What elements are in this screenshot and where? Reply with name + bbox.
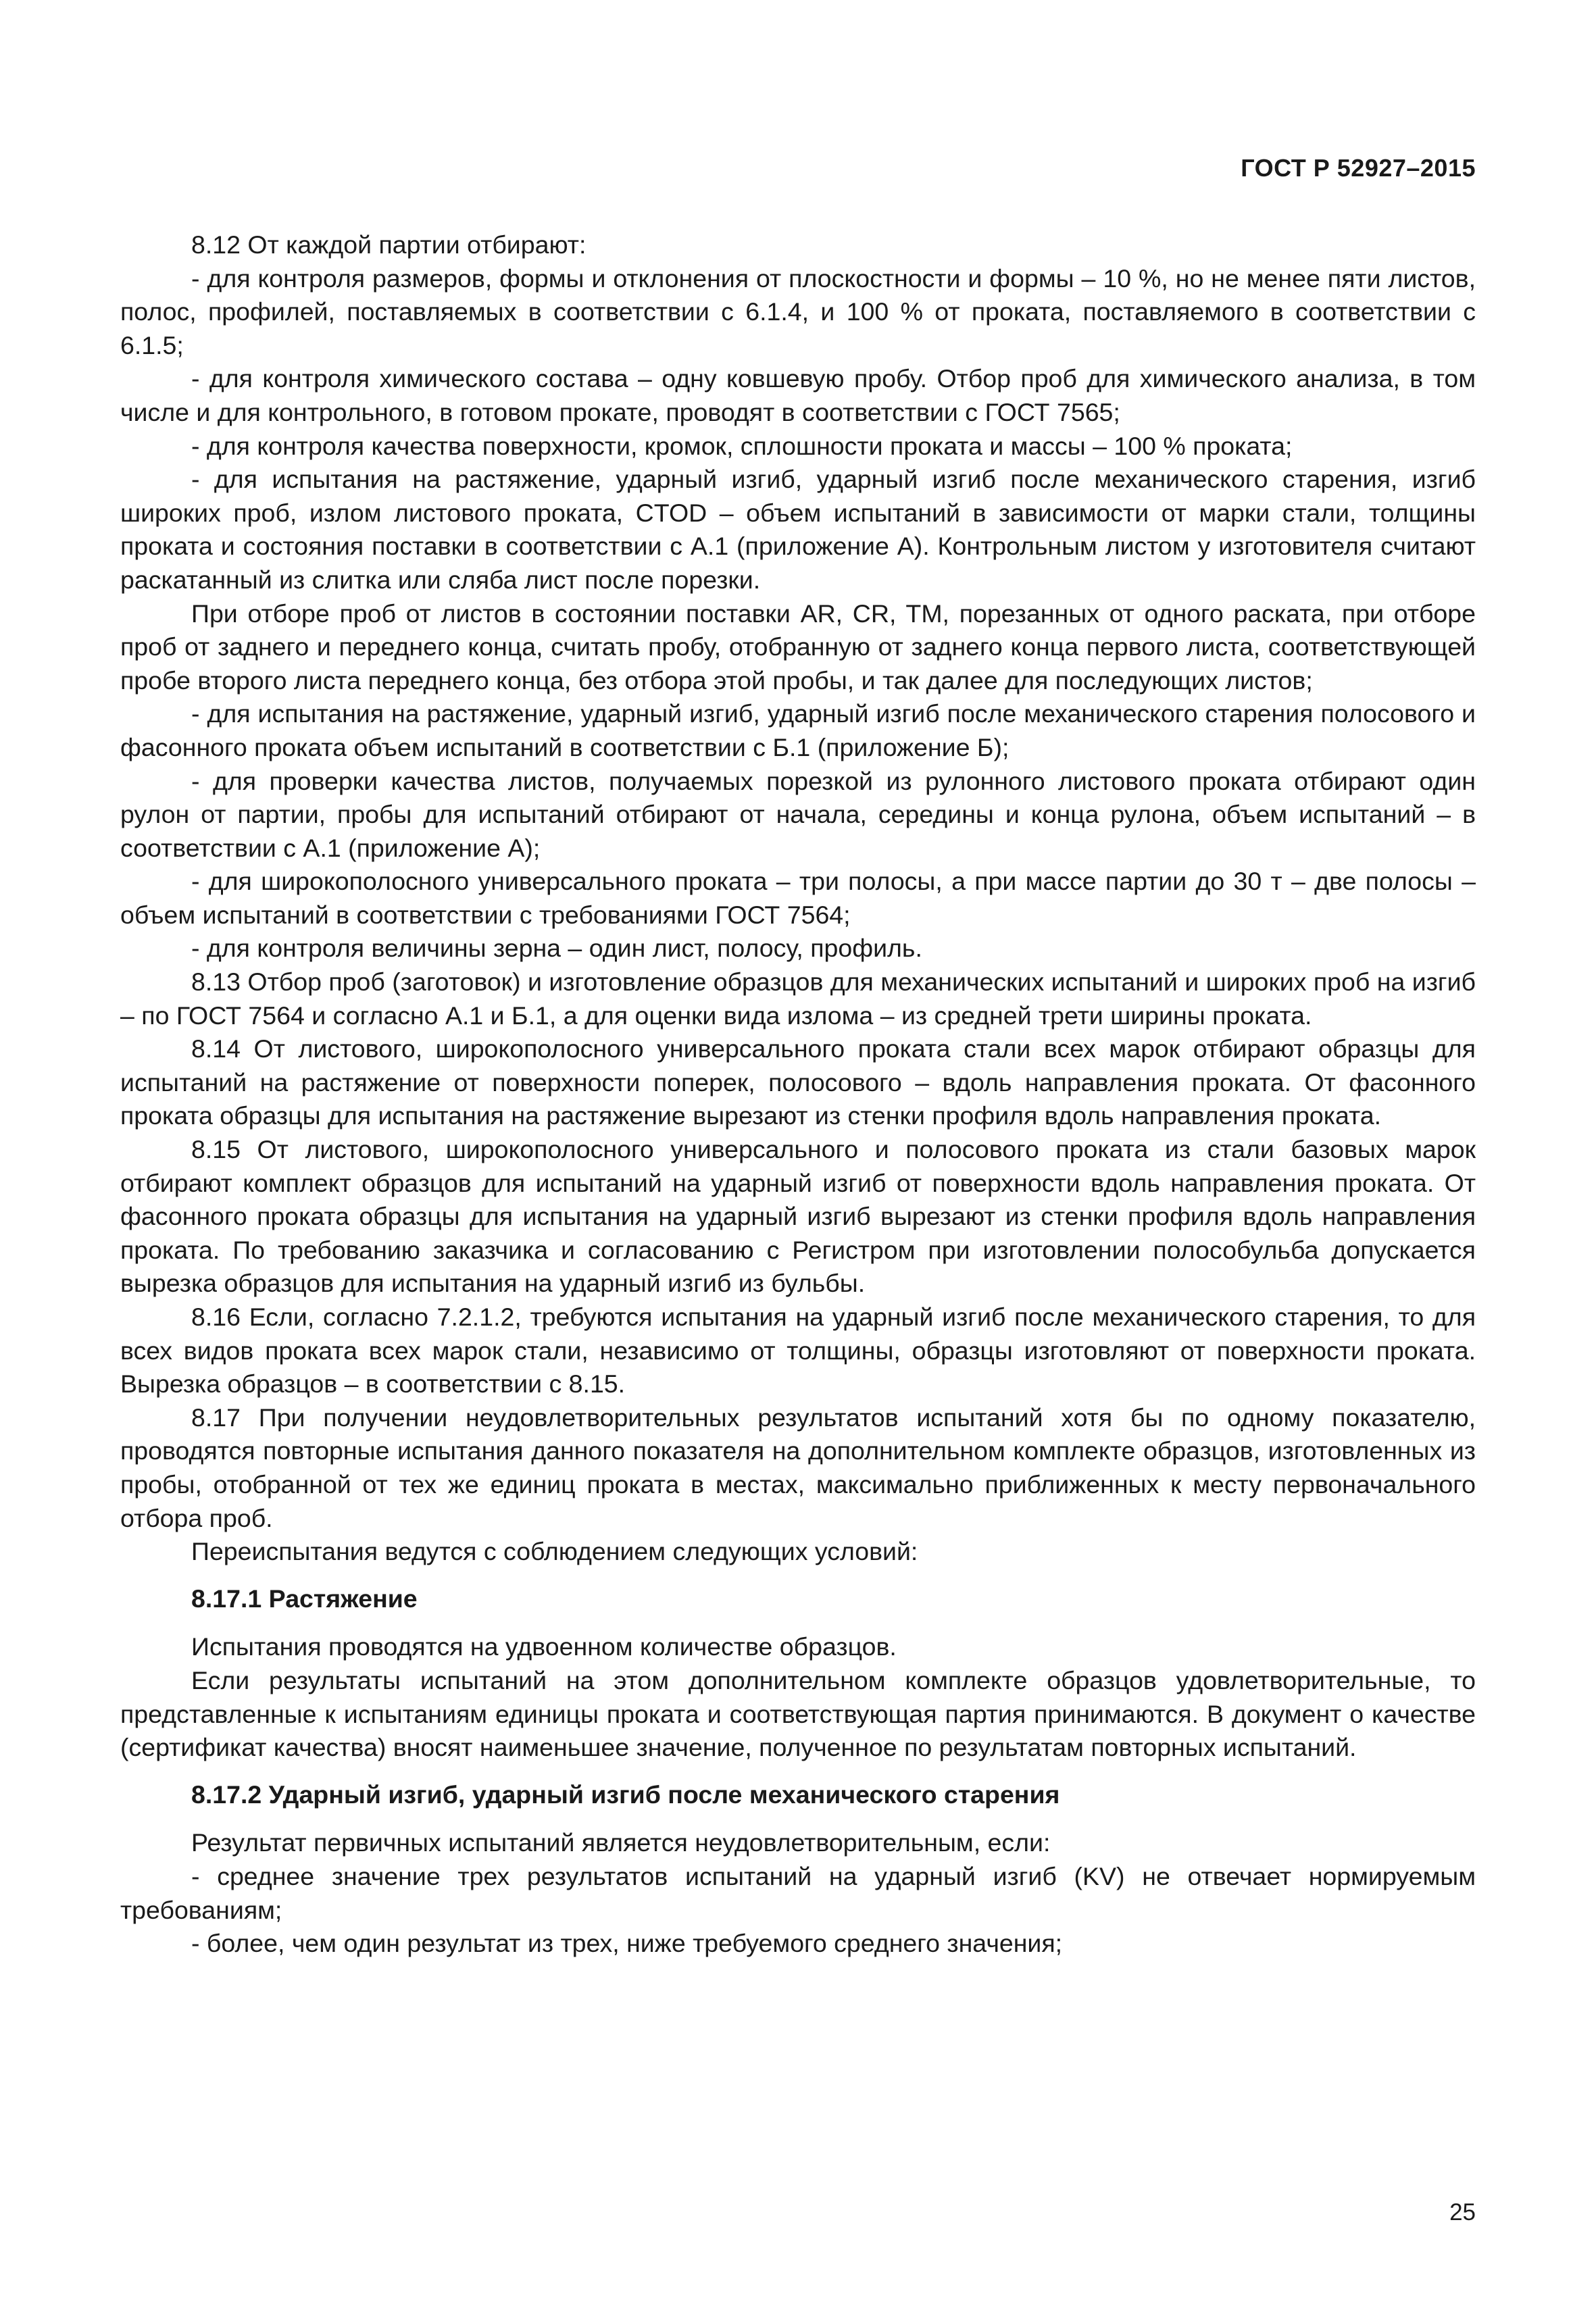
paragraph: - для широкополосного универсального проката – три полосы, а при массе партии до 30 т – две полосы – объем испытаний в соответствии с требованиями ГОСТ 7564; (120, 867, 1476, 929)
paragraph: Если результаты испытаний на этом дополнительном комплекте образцов удовлетворительные, то представленные к испытаниям единицы проката и соответствующая партия принимаются. В документ о качестве (сертификат качества) вносят наименьшее значение, полученное по результатам повторных испытаний. (120, 1665, 1476, 1762)
paragraph: - среднее значение трех результатов испытаний на ударный изгиб (KV) не отвечает нормируемым требованиям; (120, 1861, 1476, 1924)
section-heading: 8.17.2 Ударный изгиб, ударный изгиб после механического старения (191, 1780, 1060, 1809)
paragraph: - для контроля размеров, формы и отклонения от плоскостности и формы – 10 %, но не менее пяти листов, полос, профилей, поставляемых в соответствии с 6.1.4, и 100 % от проката, поставляемого в соответствии с 6.1.5; (120, 263, 1476, 359)
paragraph: - более, чем один результат из трех, ниже требуемого среднего значения; (191, 1929, 1063, 1958)
document-id-header: ГОСТ Р 52927–2015 (1241, 154, 1476, 182)
paragraph: - для контроля качества поверхности, кромок, сплошности проката и массы – 100 % проката; (191, 431, 1293, 460)
section-heading: 8.17.1 Растяжение (191, 1584, 418, 1613)
paragraph: При отборе проб от листов в состоянии поставки AR, CR, TM, порезанных от одного раската, при отборе проб от заднего и переднего конца, считать пробу, отобранную от заднего конца первого листа, соответствующей пробе второго листа переднего конца, без отбора этой пробы, и так далее для последующих листов; (120, 599, 1476, 695)
paragraph: - для проверки качества листов, получаемых порезкой из рулонного листового проката отбирают один рулон от партии, пробы для испытаний отбирают от начала, середины и конца рулона, объем испытаний – в соответствии с А.1 (приложение А); (120, 766, 1476, 862)
paragraph: - для испытания на растяжение, ударный изгиб, ударный изгиб после механического старения полосового и фасонного проката объем испытаний в соответствии с Б.1 (приложение Б); (120, 699, 1476, 761)
paragraph: - для контроля величины зерна – один лист, полосу, профиль. (191, 934, 922, 963)
paragraph: - для контроля химического состава – одну ковшевую пробу. Отбор проб для химического анализа, в том числе и для контрольного, в готовом прокате, проводят в соответствии с ГОСТ 7565; (120, 364, 1476, 426)
paragraph: 8.17 При получении неудовлетворительных результатов испытаний хотя бы по одному показателю, проводятся повторные испытания данного показателя на дополнительном комплекте образцов, изготовленных из пробы, отобранной от тех же единиц проката в местах, максимально приближенных к месту первоначального отбора проб. (120, 1403, 1476, 1532)
paragraph: 8.12 От каждой партии отбирают: (191, 230, 587, 259)
page-number: 25 (1449, 2199, 1476, 2225)
document-body (120, 228, 1476, 1961)
paragraph: - для испытания на растяжение, ударный изгиб, ударный изгиб после механического старения, изгиб широких проб, излом листового проката, CTOD – объем испытаний в зависимости от марки стали, толщины проката и состояния поставки в соответствии с А.1 (приложение А). Контрольным листом у изготовителя считают раскатанный из слитка или сляба лист после порезки. (120, 465, 1476, 594)
paragraph: 8.13 Отбор проб (заготовок) и изготовление образцов для механических испытаний и широких проб на изгиб – по ГОСТ 7564 и согласно А.1 и Б.1, а для оценки вида излома – из средней трети ширины проката. (120, 967, 1476, 1030)
paragraph: 8.16 Если, согласно 7.2.1.2, требуются испытания на ударный изгиб после механического старения, то для всех видов проката всех марок стали, независимо от толщины, образцы изготовляют от поверхности проката. Вырезка образцов – в соответствии с 8.15. (120, 1303, 1476, 1399)
paragraph: Переиспытания ведутся с соблюдением следующих условий: (191, 1537, 918, 1566)
paragraph: 8.14 От листового, широкополосного универсального проката стали всех марок отбирают образцы для испытаний на растяжение от поверхности поперек, полосового – вдоль направления проката. От фасонного проката образцы для испытания на растяжение вырезают из стенки профиля вдоль направления проката. (120, 1034, 1476, 1130)
paragraph: Испытания проводятся на удвоенном количестве образцов. (191, 1632, 897, 1661)
paragraph: Результат первичных испытаний является неудовлетворительным, если: (191, 1828, 1051, 1857)
paragraph: 8.15 От листового, широкополосного универсального и полосового проката из стали базовых марок отбирают комплект образцов для испытаний на ударный изгиб от поверхности вдоль направления проката. От фасонного проката образцы для испытания на ударный изгиб вырезают из стенки профиля вдоль направления проката. По требованию заказчика и согласованию с Регистром при изготовлении полособульба допускается вырезка образцов для испытания на ударный изгиб из бульбы. (120, 1135, 1476, 1298)
